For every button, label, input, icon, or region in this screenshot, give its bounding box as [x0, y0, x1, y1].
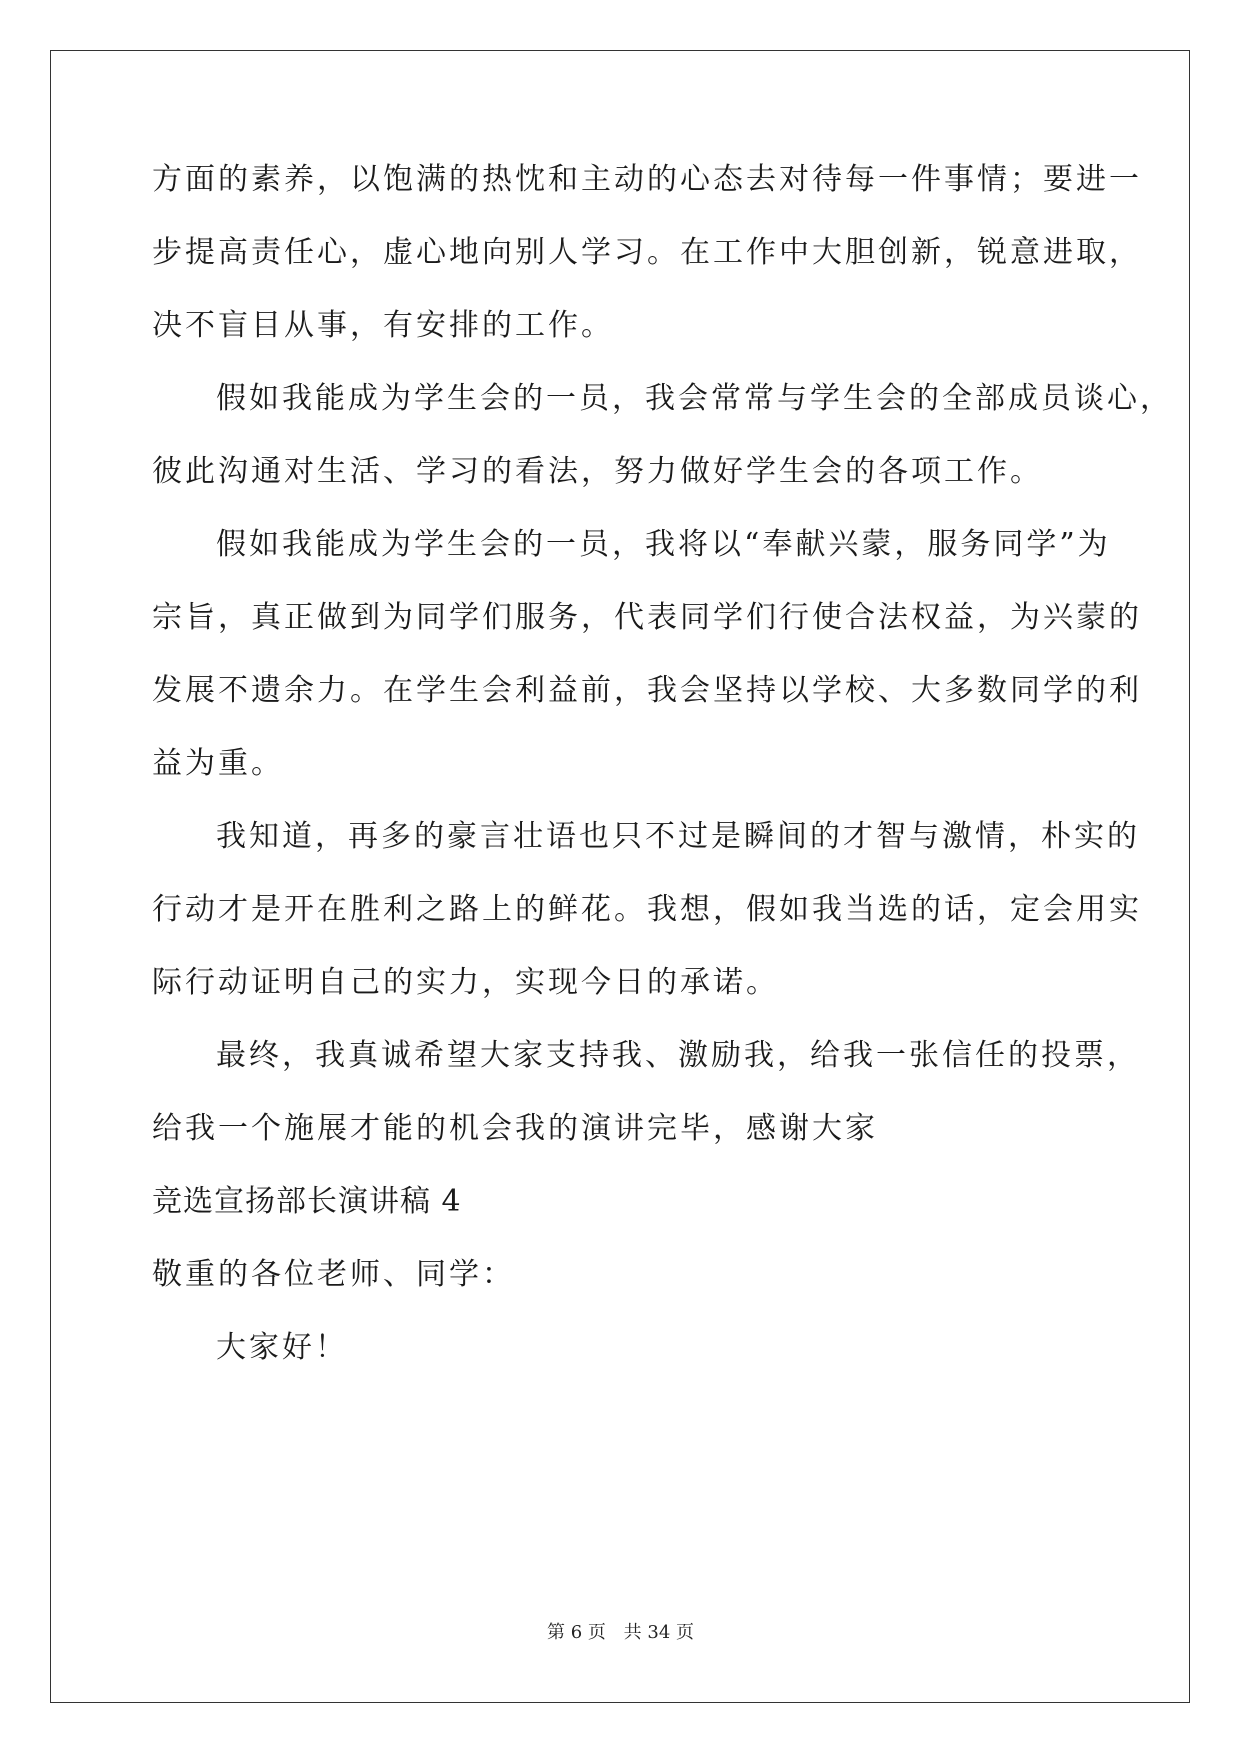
- body-line: 决不盲目从事，有安排的工作。: [152, 308, 614, 343]
- page-number-total: 共 34 页: [623, 1622, 694, 1643]
- body-line: 彼此沟通对生活、学习的看法，努力做好学生会的各项工作。: [152, 454, 1043, 489]
- body-line: 益为重。: [152, 746, 284, 781]
- page-border: [50, 50, 1190, 1703]
- paragraph-start-line: 假如我能成为学生会的一员，我会常常与学生会的全部成员谈心，: [216, 381, 1173, 416]
- page-number-current: 第 6 页: [547, 1622, 606, 1643]
- body-line: 给我一个施展才能的机会我的演讲完毕，感谢大家: [152, 1111, 878, 1146]
- body-line: 发展不遗余力。在学生会利益前，我会坚持以学校、大多数同学的利: [152, 673, 1142, 708]
- body-line: 行动才是开在胜利之路上的鲜花。我想，假如我当选的话，定会用实: [152, 892, 1142, 927]
- body-line: 际行动证明自己的实力，实现今日的承诺。: [152, 965, 779, 1000]
- body-line: 方面的素养，以饱满的热忱和主动的心态去对待每一件事情；要进一: [152, 162, 1142, 197]
- section-heading: 竞选宣扬部长演讲稿 4: [152, 1184, 462, 1219]
- body-line: 步提高责任心，虚心地向别人学习。在工作中大胆创新，锐意进取，: [152, 235, 1142, 270]
- page-footer: [0, 1621, 1241, 1645]
- paragraph-start-line: 我知道，再多的豪言壮语也只不过是瞬间的才智与激情，朴实的: [216, 819, 1140, 854]
- paragraph-start-line: 假如我能成为学生会的一员，我将以“奉献兴蒙，服务同学”为: [216, 527, 1111, 562]
- salutation-line: 敬重的各位老师、同学：: [152, 1257, 515, 1292]
- body-line: 宗旨，真正做到为同学们服务，代表同学们行使合法权益，为兴蒙的: [152, 600, 1142, 635]
- paragraph-start-line: 最终，我真诚希望大家支持我、激励我，给我一张信任的投票，: [216, 1038, 1140, 1073]
- greeting-line: 大家好！: [216, 1330, 348, 1365]
